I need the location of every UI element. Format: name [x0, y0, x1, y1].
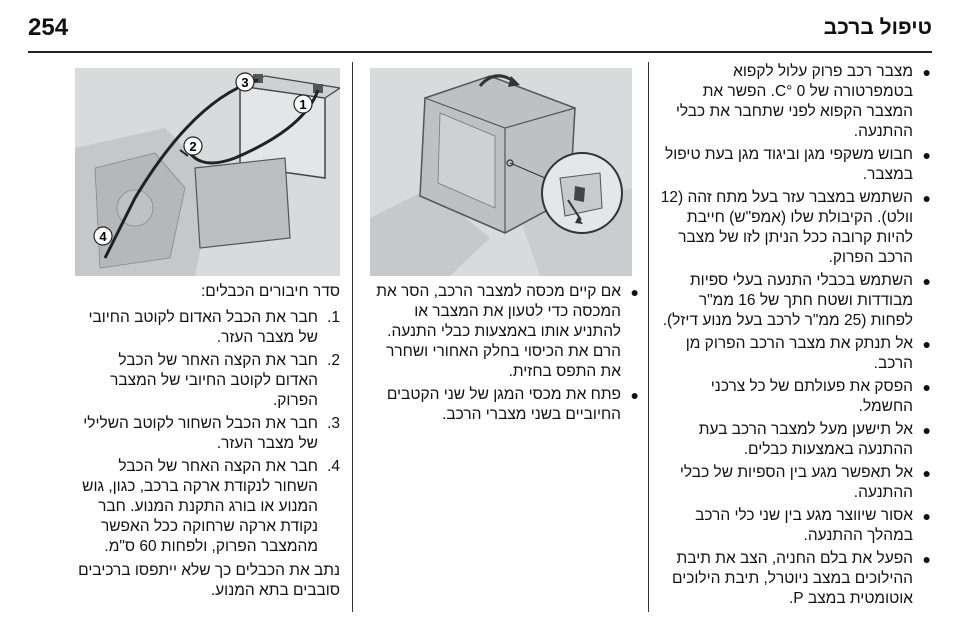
left-column: [75, 282, 340, 601]
column-divider-right: [648, 62, 649, 612]
bullet-icon: ●: [922, 190, 931, 206]
list-item: ● הפעל את בלם החניה, הצב את תיבת ההילוכים במצב ניוטרל, תיבת הילוכים אוטומטית במצב P.: [672, 550, 931, 607]
svg-text:1: 1: [299, 97, 307, 112]
bullet-icon: ●: [922, 64, 931, 80]
header-rule: [28, 51, 932, 53]
list-item: 3. חבר את הכבל השחור לקוטב השלילי של מצבר העזר.: [83, 415, 340, 452]
list-item: 4. חבר את הקצה האחר של הכבל השחור לנקודת ארקה ברכב, כגון, גוש המנוע או בורג התקנת המנוע. חבר נקודת ארקה שרחוקה ככל האפשר מהמצבר הפרוק, ולפחות 60 ס"מ.: [82, 458, 340, 555]
section-heading: סדר חיבורים הכבלים:: [200, 283, 340, 300]
list-item: 1. חבר את הכבל האדום לקוטב החיובי של מצבר העזר.: [88, 309, 340, 346]
bullet-icon: ●: [922, 273, 931, 289]
list-item: ● אל תישען מעל למצבר הרכב בעת ההתנעה באמצעות כבלים.: [698, 421, 931, 458]
list-item: ● השתמש במצבר עזר בעל מתח זהה (12 וולט). הקיבולת שלו (אמפ"ש) חייבת להיות קרובה ככל הניתן לזו של מצבר הרכב הפרוק.: [660, 189, 931, 266]
list-item: ● מצבר רכב פרוק עלול לקפוא בטמפרטורה של 0 °C. הפשר את המצבר הקפוא לפני שתחבר את כבלי ההתנעה.: [675, 63, 931, 140]
list-item: ● הפסק את פעולתם של כל צרכני החשמל.: [710, 378, 931, 415]
safety-bullets: [655, 62, 935, 609]
bullet-icon: ●: [922, 147, 931, 163]
list-item: ● פתח את מכסי המגן של שני הקטבים החיוביים בשני מצברי הרכב.: [386, 386, 639, 423]
page-title: טיפול ברכב: [823, 16, 932, 39]
list-item: ● אסור שיווצר מגע בין שני כלי הרכב במהלך ההתנעה.: [695, 507, 931, 544]
column-divider-left: [352, 62, 353, 612]
bullet-icon: ●: [630, 284, 639, 300]
bullet-icon: ●: [922, 336, 931, 352]
page-header: [28, 14, 932, 54]
cover-bullets: [365, 282, 643, 425]
svg-text:4: 4: [99, 229, 107, 244]
list-item: ● אם קיים מכסה למצבר הרכב, הסר את המכסה כדי לטעון את המצבר או להתניע אותו באמצעות כבלי התנעה. הרם את הכיסוי בחלק האחורי ושחרר את התפס בחזית.: [376, 283, 639, 380]
list-item: ● אל תנתק את מצבר הרכב הפרוק מן הרכב.: [685, 335, 931, 372]
list-item: 2. חבר את הקצה האחר של הכבל האדום לקוטב החיובי של המצבר הפרוק.: [110, 352, 340, 409]
bullet-icon: ●: [922, 422, 931, 438]
callout-4: [94, 227, 112, 245]
battery-cover-illustration: [370, 68, 632, 276]
svg-text:3: 3: [241, 75, 249, 90]
bullet-icon: ●: [922, 465, 931, 481]
bullet-icon: ●: [922, 551, 931, 567]
closing-paragraph: נתב את הכבלים כך שלא ייתפסו ברכיבים סובבים בתא המנוע.: [78, 562, 340, 599]
middle-column: [365, 282, 643, 428]
callout-2: [184, 137, 202, 155]
callout-3: [236, 73, 254, 91]
list-item: ● השתמש בכבלי התנעה בעלי ספיות מבודדות ושטח חתך של 16 ממ"ר לפחות (25 ממ"ר לרכב בעל מנוע דיזל).: [662, 272, 931, 329]
right-column: [655, 62, 935, 612]
bullet-icon: ●: [922, 508, 931, 524]
list-item: ● חבוש משקפי מגן וביגוד מגן בעת טיפול במצבר.: [665, 146, 931, 183]
connection-steps: [75, 308, 340, 557]
bullet-icon: ●: [922, 379, 931, 395]
list-item: ● אל תאפשר מגע בין הספיות של כבלי ההתנעה.: [679, 464, 931, 501]
svg-text:2: 2: [189, 139, 197, 154]
jump-start-connection-illustration: [75, 68, 340, 276]
bullet-icon: ●: [630, 387, 639, 403]
callout-1: [294, 95, 312, 113]
page-number: 254: [28, 14, 69, 41]
